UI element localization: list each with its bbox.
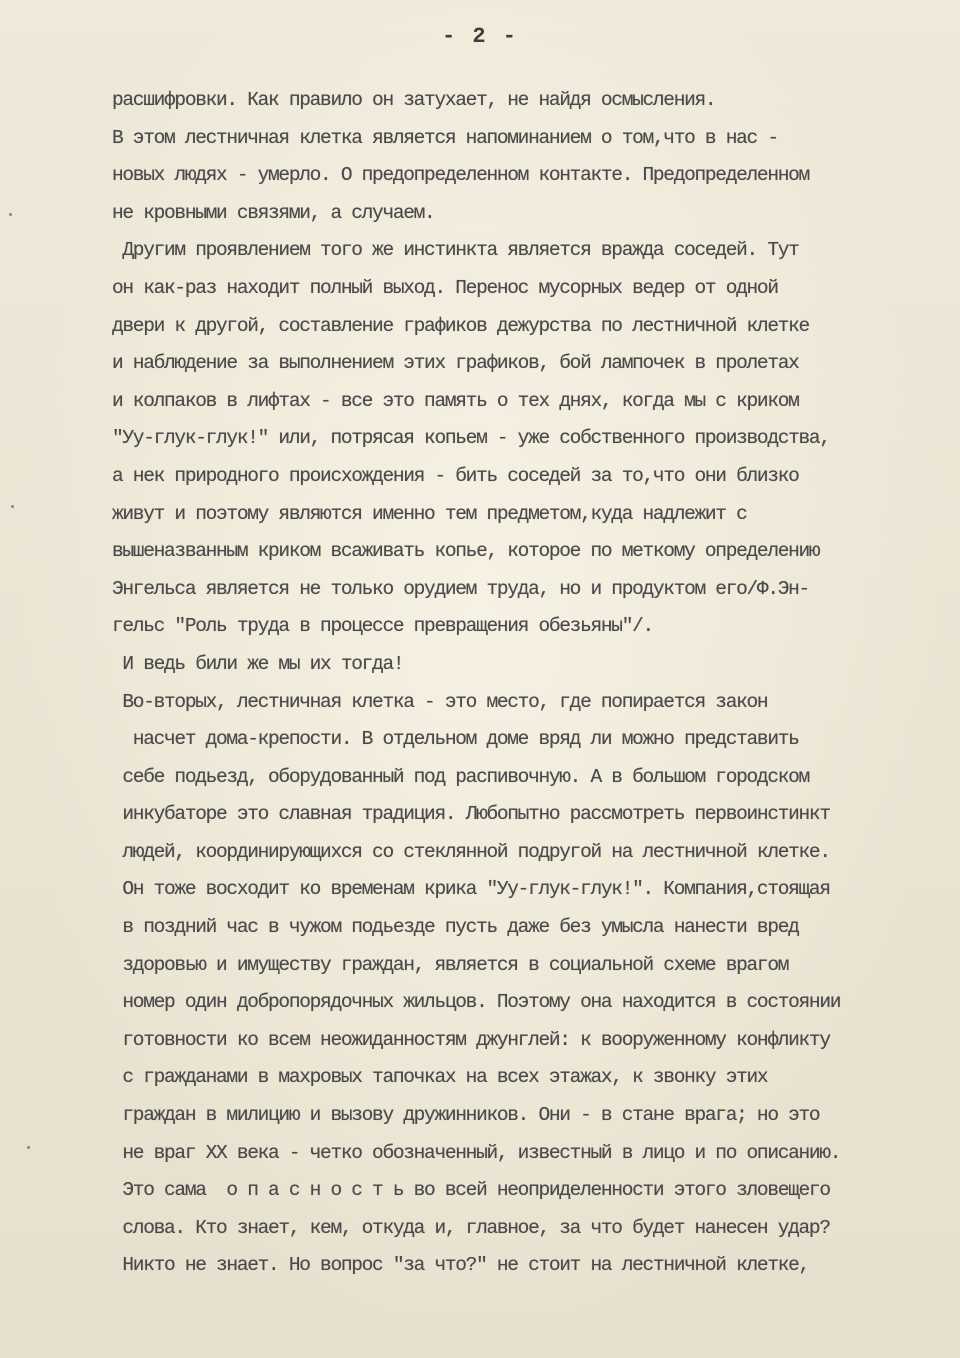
text-line: Никто не знает. Но вопрос "за что?" не стоит на лестничной клетке, [112,1254,809,1277]
text-line: себе подьезд, оборудованный под распивочную. А в большом городском [112,765,809,788]
text-line: инкубаторе это славная традиция. Любопытно рассмотреть первоинстинкт [112,803,830,826]
text-line: вышеназванным криком всаживать копье, которое по меткому определению [112,540,820,563]
text-line: готовности ко всем неожиданностям джунглей: к вооруженному конфликту [112,1028,830,1051]
text-line: Энгельса является не только орудием труда, но и продуктом его/Ф.Эн- [112,577,809,600]
text-line: в поздний час в чужом подьезде пусть даже без умысла нанести вред [112,916,799,939]
text-line: слова. Кто знает, кем, откуда и, главное, за что будет нанесен удар? [112,1216,830,1239]
text-line: с гражданами в махровых тапочках на всех этажах, к звонку этих [112,1066,768,1089]
text-line: гельс "Роль труда в процессе превращения обезьяны"/. [112,615,653,638]
margin-mark [9,213,12,216]
text-line: расшифровки. Как правило он затухает, не найдя осмысления. [112,89,716,111]
text-line: граждан в милицию и вызову дружинников. Они - в стане врага; но это [112,1104,820,1127]
text-line: людей, координирующихся со стеклянной подругой на лестничной клетке. [112,840,830,863]
page-number: - 2 - [441,24,518,49]
text-line: Во-вторых, лестничная клетка - это место, где попирается закон [112,690,768,713]
text-line: Он тоже восходит ко временам крика "Уу-глук-глук!". Компания,стоящая [112,878,830,901]
text-line: и колпаков в лифтах - все это память о тех днях, когда мы с криком [112,389,799,412]
text-line: здоровью и имуществу граждан, является в социальной схеме врагом [112,953,789,976]
text-line: и наблюдение за выполнением этих графиков, бой лампочек в пролетах [112,352,799,375]
text-line: не кровными связями, а случаем. [112,201,435,224]
text-line: Это сама о п а с н о с т ь во всей неоприделенности этого зловещего [112,1179,830,1202]
text-line: двери к другой, составление графиков дежурства по лестничной клетке [112,314,809,337]
text-line: он как-раз находит полный выход. Перенос мусорных ведер от одной [112,276,778,299]
text-line: "Уу-глук-глук!" или, потрясая копьем - уже собственного производства, [112,427,830,450]
text-line: живут и поэтому являются именно тем предметом,куда надлежит с [112,502,747,525]
text-line: Другим проявлением того же инстинкта является вражда соседей. Тут [112,239,799,262]
text-line: новых людях - умерло. О предопределенном контакте. Предопределенном [112,164,809,187]
text-line: В этом лестничная клетка является напоминанием о том,что в нас - [112,126,778,149]
text-line: насчет дома-крепости. В отдельном доме вряд ли можно представить [112,728,799,751]
margin-mark [11,505,14,508]
text-line: номер один добропорядочных жильцов. Поэтому она находится в состоянии [112,991,841,1014]
text-line: а нек природного происхождения - бить соседей за то,что они близко [112,464,799,487]
margin-mark [27,1146,30,1149]
text-line: И ведь били же мы их тогда! [112,652,404,675]
text-line: не враг XX века - четко обозначенный, известный в лицо и по описанию. [112,1141,841,1164]
page-body [112,82,942,1285]
